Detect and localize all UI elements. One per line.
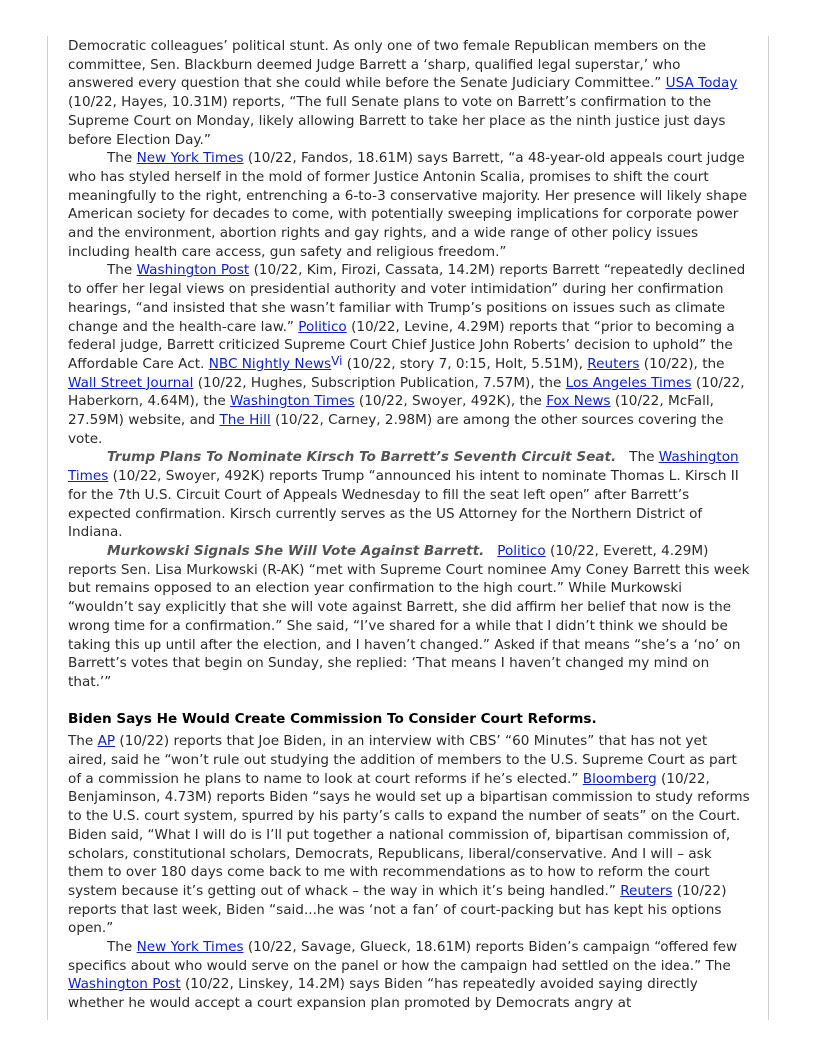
paragraph-washington-post: The Washington Post (10/22, Kim, Firozi, Cassata, 14.2M) reports Barrett “repeatedly declined to offer her legal views on presidential authority and voter intimidation” during her confirmation hearings, “and insisted that she wasn’t familiar with Trump’s positions on issues such as climate change and the health-care law.” Politico (10/22, Levine, 4.29M) reports that “prior to becoming a federal judge, Barrett criticized Supreme Court Chief Justice John Roberts’ decision to uphold” the Affordable Care Act. NBC Nightly News$^{Vi}$ (10/22, story 7, 0:15, Holt, 5.51M), Reuters (10/22), the Wall Street Journal (10/22, Hughes, Subscription Publication, 7.57M), the Los Angeles Times (10/22, Haberkorn, 4.64M), the Washington Times (10/22, Swoyer, 492K), the Fox News (10/22, McFall, 27.59M) website, and The Hill (10/22, Carney, 2.98M) are among the other sources covering the vote. bbox=[68, 262, 746, 447]
link-new-york-times-biden[interactable]: New York Times bbox=[136, 939, 244, 956]
paragraph-blackburn: Democratic colleagues’ political stunt. As only one of two female Republican members on the committee, Sen. Blackburn deemed Judge Barrett a ‘sharp, qualified legal superstar,’ who answered every question that she could while before the Senate Judiciary Committee.” USA Today (10/22, Hayes, 10.31M) reports, “The full Senate plans to vote on Barrett’s confirmation to the Supreme Court on Monday, likely allowing Barrett to take her place as the ninth justice just days before Election Day.” bbox=[68, 38, 738, 148]
link-fox-news[interactable]: Fox News bbox=[546, 393, 611, 410]
link-washington-post[interactable]: Washington Post bbox=[136, 262, 250, 279]
section-heading-biden: Biden Says He Would Create Commission To Consider Court Reforms. bbox=[68, 710, 597, 727]
link-politico-murkowski[interactable]: Politico bbox=[497, 542, 546, 559]
link-politico[interactable]: Politico bbox=[298, 318, 347, 335]
link-reuters-biden[interactable]: Reuters bbox=[620, 882, 673, 899]
link-washington-times-kirsch[interactable]: Washington Times bbox=[68, 449, 739, 485]
link-nbc-nightly-news[interactable]: NBC Nightly News bbox=[208, 355, 332, 372]
video-marker[interactable]: Vi bbox=[331, 353, 343, 368]
paragraph-biden-nyt: The New York Times (10/22, Savage, Glueck, 18.61M) reports Biden’s campaign “offered few specifics about who would serve on the panel or how the campaign had settled on the idea.” The Washington Post (10/22, Linskey, 14.2M) says Biden “has repeatedly avoided saying directly whether he would accept a court expansion plan promoted by Democrats angry at bbox=[68, 939, 738, 1012]
subheading-kirsch: Trump Plans To Nominate Kirsch To Barrett’s Seventh Circuit Seat. bbox=[107, 449, 617, 466]
paragraph-biden-ap: The AP (10/22) reports that Joe Biden, in an interview with CBS’ “60 Minutes” that has not yet aired, said he “won’t rule out studying the addition of members to the U.S. Supreme Court as part of a commission he plans to name to look at court reforms if he’s elected.” Bloomberg (10/22, Benjaminson, 4.73M) reports Biden “says he would set up a bipartisan commission to study reforms to the U.S. court system, spurred by his party’s calls to expand the number of seats” on the Court. Biden said, “What I will do is I’ll put together a national commission of, bipartisan commission of, scholars, constitutional scholars, Democrats, Republicans, liberal/conservative. And I will – ask them to over 180 days come back to me with recommendations as to how to reform the court system because it’s getting out of whack – the way in which it’s being handled.” Reuters (10/22) reports that last week, Biden “said...he was ‘not a fan’ of court-packing but has kept his options open.” bbox=[68, 733, 750, 937]
paragraph-murkowski: Murkowski Signals She Will Vote Against Barrett. Politico (10/22, Everett, 4.29M) reports Sen. Lisa Murkowski (R-AK) “met with Supreme Court nominee Amy Coney Barrett this week but remains opposed to an election year confirmation to the high court.” While Murkowski “wouldn’t say explicitly that she will vote against Barrett, she did affirm her belief that now is the wrong time for a confirmation.” She said, “I’ve shared for a while that I didn’t think we should be taking this up until after the election, and I haven’t changed.” Asked if that means “she’s a ‘no’ on Barrett’s votes that begin on Sunday, she replied: ‘That means I haven’t changed my mind on that.’” bbox=[68, 542, 750, 690]
link-los-angeles-times[interactable]: Los Angeles Times bbox=[565, 374, 692, 391]
link-washington-post-biden[interactable]: Washington Post bbox=[68, 976, 181, 993]
link-reuters[interactable]: Reuters bbox=[587, 355, 640, 372]
link-ap[interactable]: AP bbox=[97, 733, 116, 750]
page-border-left bbox=[47, 36, 48, 1020]
link-wall-street-journal[interactable]: Wall Street Journal bbox=[68, 374, 194, 391]
link-usa-today[interactable]: USA Today bbox=[665, 75, 738, 92]
page-border-right bbox=[768, 36, 769, 1020]
document-body bbox=[68, 37, 750, 1013]
link-new-york-times[interactable]: New York Times bbox=[136, 150, 244, 167]
paragraph-nyt: The New York Times (10/22, Fandos, 18.61M) says Barrett, “a 48-year-old appeals court judge who has styled herself in the mold of former Justice Antonin Scalia, promises to shift the court meaningfully to the right, entrenching a 6-to-3 conservative majority. Her presence will likely shape American society for decades to come, with potentially sweeping implications for corporate power and the environment, abortion rights and gay rights, and a wide range of other policy issues including health care access, gun safety and religious freedom.” bbox=[68, 150, 748, 260]
link-bloomberg[interactable]: Bloomberg bbox=[582, 770, 657, 787]
subheading-murkowski: Murkowski Signals She Will Vote Against Barrett. bbox=[107, 542, 485, 559]
link-the-hill[interactable]: The Hill bbox=[219, 412, 271, 429]
paragraph-kirsch: Trump Plans To Nominate Kirsch To Barrett’s Seventh Circuit Seat. The Washington Times (10/22, Swoyer, 492K) reports Trump “announced his intent to nominate Thomas L. Kirsch II for the 7th U.S. Circuit Court of Appeals Wednesday to fill the seat left open” after Barrett’s expected confirmation. Kirsch currently serves as the US Attorney for the Northern District of Indiana. bbox=[68, 449, 739, 541]
link-washington-times[interactable]: Washington Times bbox=[230, 393, 355, 410]
